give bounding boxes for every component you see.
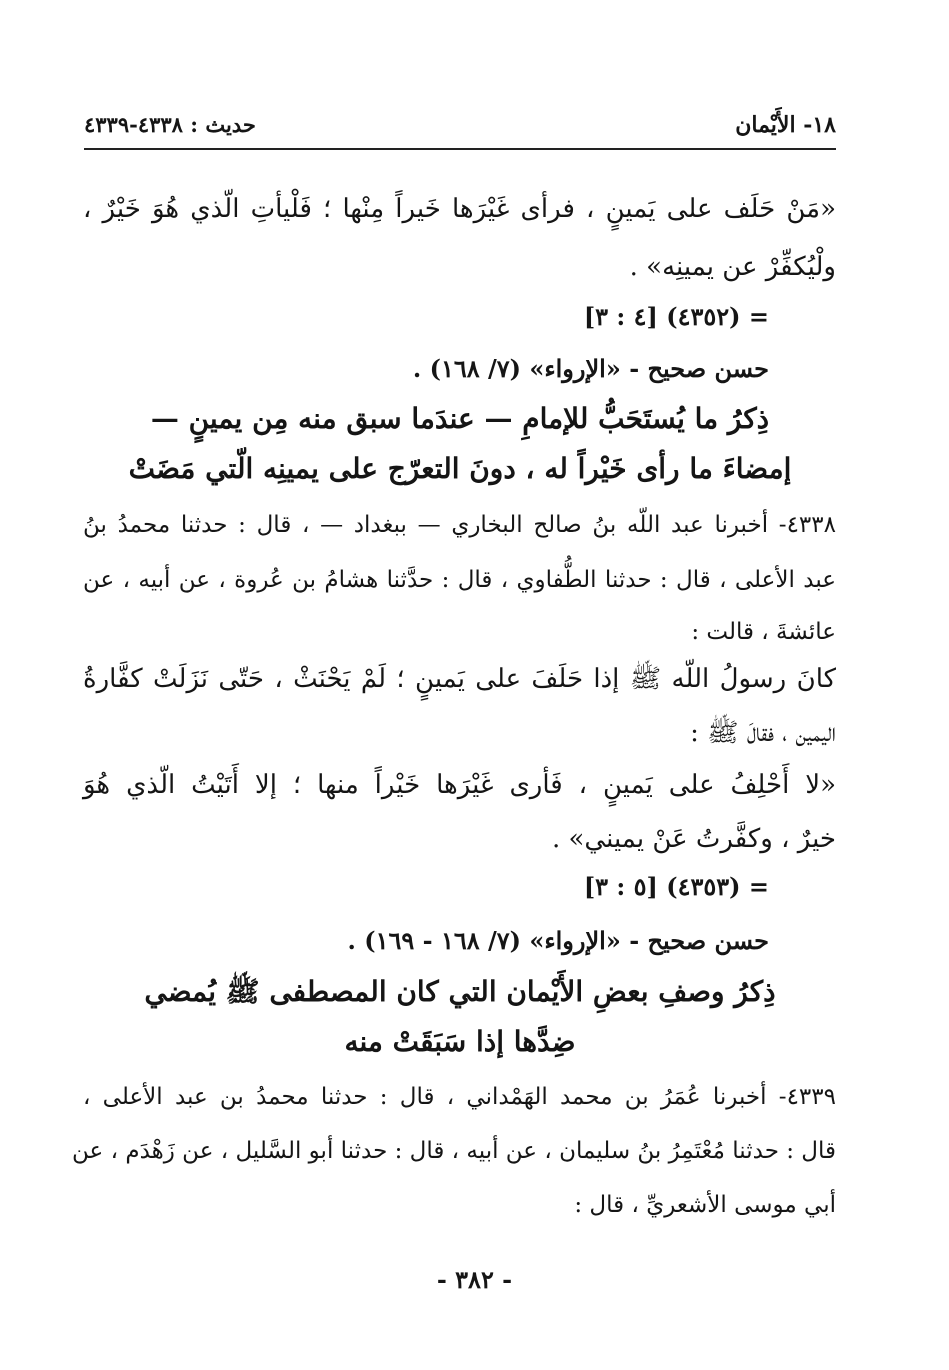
section-heading: إمضاءَ ما رأى خَيْراً له ، دونَ التعرّج على يمينِه الّتي مَضَتْ bbox=[128, 452, 792, 485]
reference-line: = (٤٣٥٢) [٤ : ٣] bbox=[583, 302, 769, 331]
grade-line: حسن صحيح - «الإرواء» (٧/ ١٦٨) . bbox=[412, 354, 769, 383]
hadith-chain-line: ٤٣٣٨- أخبرنا عبد اللّه بنُ صالح البخاري — ببغداد — ، قال : حدثنا محمدُ بنُ bbox=[83, 512, 836, 538]
hadith-range: حديث : ٤٣٣٨-٤٣٣٩ bbox=[84, 112, 256, 137]
hadith-text-line: اليمين ، فقالَ ﷺ : bbox=[690, 718, 836, 748]
hadith-chain-line: عائشةَ ، قالت : bbox=[691, 619, 836, 645]
hadith-text-line: «لا أَحْلِفُ على يَمينٍ ، فَأرى غَيْرَها خَيْراً منها ؛ إلا أَتَيْتُ الّذي هُوَ bbox=[83, 770, 836, 800]
hadith-text-line: خيرٌ ، وكفَّرتُ عَنْ يميني» . bbox=[552, 824, 836, 854]
section-heading: ضِدَّها إذا سَبَقَتْ منه bbox=[344, 1025, 576, 1058]
text-line: ولْيُكفِّرْ عن يمينِه» . bbox=[629, 252, 836, 282]
section-heading: ذِكرُ وصفِ بعضِ الأَيْمان التي كان المصطفى ﷺ يُمضي bbox=[144, 975, 776, 1008]
hadith-chain-line: أبي موسى الأشعريِّ ، قال : bbox=[574, 1192, 836, 1218]
header-divider bbox=[84, 148, 836, 150]
hadith-chain-line: عبد الأعلى ، قال : حدثنا الطُّفاوي ، قال : حدَّثنا هشامُ بن عُروة ، عن أبيه ، عن bbox=[83, 567, 836, 593]
grade-line: حسن صحيح - «الإرواء» (٧/ ١٦٨ - ١٦٩) . bbox=[347, 926, 769, 955]
chapter-title: ١٨- الأَيْمان bbox=[735, 112, 836, 138]
running-header bbox=[84, 112, 836, 144]
page-number: - ٣٨٢ - bbox=[436, 1265, 513, 1294]
section-heading: ذِكرُ ما يُستَحَبُّ للإمامِ — عندَما سبق منه مِن يمينٍ — bbox=[150, 402, 770, 435]
text-line: «مَنْ حَلَف على يَمينٍ ، فرأى غَيْرَها خَيراً مِنْها ؛ فَلْيأتِ الّذي هُوَ خَيْرٌ ، bbox=[83, 194, 836, 224]
hadith-chain-line: قال : حدثنا مُعْتَمِرُ بنُ سليمان ، عن أبيه ، قال : حدثنا أبو السَّليل ، عن زَهْدَم ، عن bbox=[72, 1138, 836, 1164]
reference-line: = (٤٣٥٣) [٥ : ٣] bbox=[583, 872, 769, 901]
hadith-text-line: كانَ رسولُ اللّه ﷺ إذا حَلَفَ على يَمينٍ ؛ لَمْ يَحْنَثْ ، حَتّى نَزَلَتْ كفَّارةُ bbox=[83, 664, 836, 694]
hadith-chain-line: ٤٣٣٩- أخبرنا عُمَرُ بن محمد الهَمْداني ، قال : حدثنا محمدُ بن عبد الأعلى ، bbox=[83, 1084, 836, 1110]
